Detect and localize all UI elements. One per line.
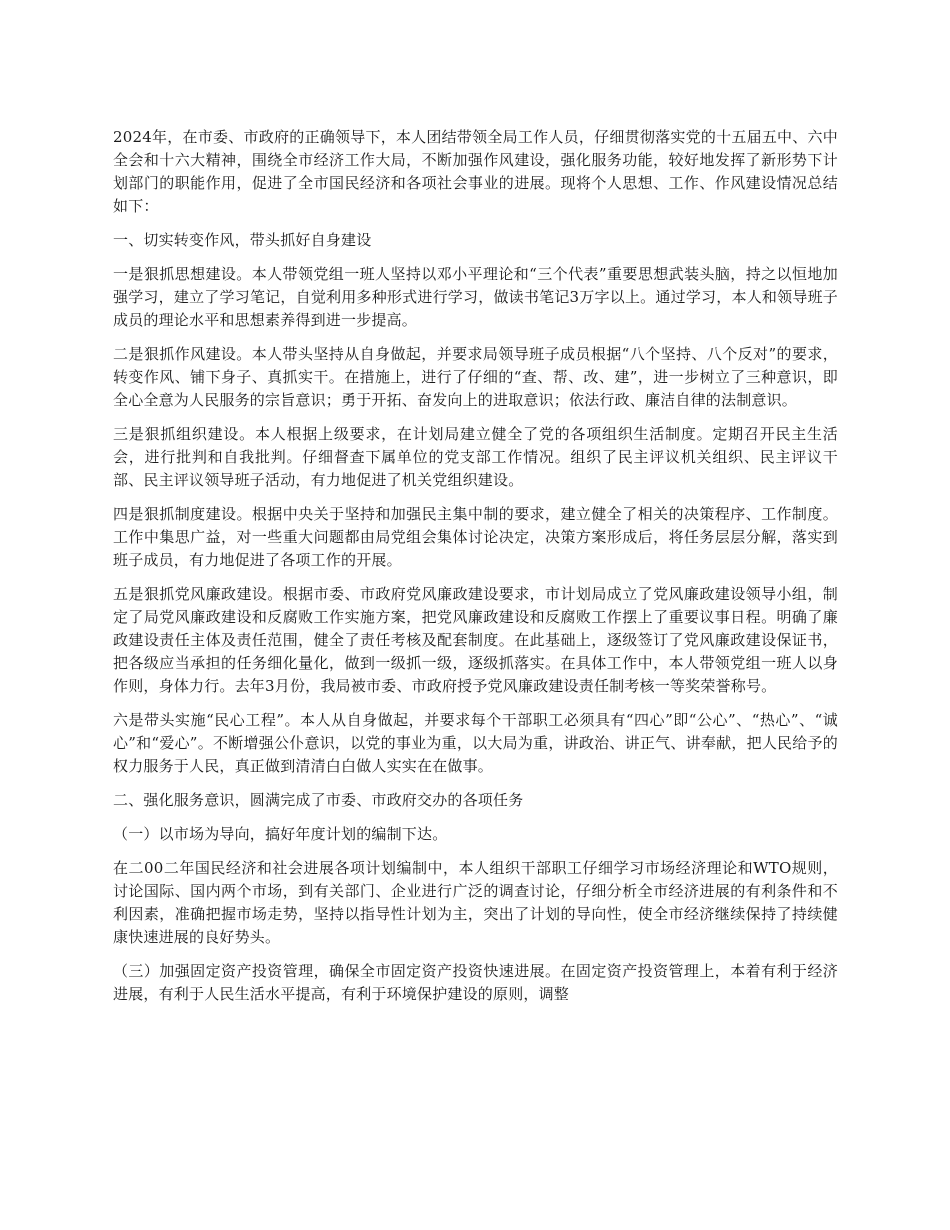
section-heading-1: 一、切实转变作风，带头抓好自身建设 [113,231,372,249]
paragraph-work-style: 二是狠抓作风建设。本人带头坚持从自身做起，并要求局领导班子成员根据“八个坚持、八个反对”的要求，转变作风、铺下身子、真抓实干。在措施上，进行了仔细的“查、帮、改、建”，进一步树立了三种意识，即全心全意为人民服务的宗旨意识；勇于开拓、奋发向上的进取意识；依法行政、廉洁自律的法制意识。 [113,345,838,409]
paragraph-ideology: 一是狠抓思想建设。本人带领党组一班人坚持以邓小平理论和“三个代表”重要思想武装头脑，持之以恒地加强学习，建立了学习笔记，自觉利用多种形式进行学习，做读书笔记3万字以上。通过学习，本人和领导班子成员的理论水平和思想素养得到进一步提高。 [113,265,838,329]
paragraph-people-project: 六是带头实施“民心工程”。本人从自身做起，并要求每个干部职工必须具有“四心”即“公心”、“热心”、“诚心”和“爱心”。不断增强公仆意识，以党的事业为重，以大局为重，讲政治、讲正气、讲奉献，把人民给予的权力服务于人民，真正做到清清白白做人实实在在做事。 [113,711,838,775]
paragraph-organization: 三是狠抓组织建设。本人根据上级要求，在计划局建立健全了党的各项组织生活制度。定期召开民主生活会，进行批判和自我批判。仔细督查下属单位的党支部工作情况。组织了民主评议机关组织、民主评议干部、民主评议领导班子活动，有力地促进了机关党组织建设。 [113,425,838,489]
intro-paragraph: 2024年，在市委、市政府的正确领导下，本人团结带领全局工作人员，仔细贯彻落实党的十五届五中、六中全会和十六大精神，围绕全市经济工作大局，不断加强作风建设，强化服务功能，较好地发挥了新形势下计划部门的职能作用，促进了全市国民经济和各项社会事业的进展。现将个人思想、工作、作风建设情况总结如下： [113,128,838,215]
paragraph-integrity: 五是狠抓党风廉政建设。根据市委、市政府党风廉政建设要求，市计划局成立了党风廉政建设领导小组，制定了局党风廉政建设和反腐败工作实施方案，把党风廉政建设和反腐败工作摆上了重要议事日程。明确了廉政建设责任主体及责任范围，健全了责任考核及配套制度。在此基础上，逐级签订了党风廉政建设保证书，把各级应当承担的任务细化量化，做到一级抓一级，逐级抓落实。在具体工作中，本人带领党组一班人以身作则，身体力行。去年3月份，我局被市委、市政府授予党风廉政建设责任制考核一等奖荣誉称号。 [113,585,838,695]
section-heading-2: 二、强化服务意识，圆满完成了市委、市政府交办的各项任务 [113,791,524,809]
paragraph-system: 四是狠抓制度建设。根据中央关于坚持和加强民主集中制的要求，建立健全了相关的决策程序、工作制度。工作中集思广益，对一些重大问题都由局党组会集体讨论决定，决策方案形成后，将任务层层分解，落实到班子成员，有力地促进了各项工作的开展。 [113,505,838,569]
document-body [113,126,838,1017]
subsection-heading-1: （一）以市场为导向，搞好年度计划的编制下达。 [113,825,448,843]
paragraph-investment: （三）加强固定资产投资管理，确保全市固定资产投资快速进展。在固定资产投资管理上，本着有利于经济进展，有利于人民生活水平提高，有利于环境保护建设的原则，调整 [113,962,838,1003]
paragraph-annual-plan: 在二00二年国民经济和社会进展各项计划编制中，本人组织干部职工仔细学习市场经济理论和WTO规则，讨论国际、国内两个市场，到有关部门、企业进行广泛的调查讨论，仔细分析全市经济进展的有利条件和不利因素，准确把握市场走势，坚持以指导性计划为主，突出了计划的导向性，使全市经济继续保持了持续健康快速进展的良好势头。 [113,859,838,946]
